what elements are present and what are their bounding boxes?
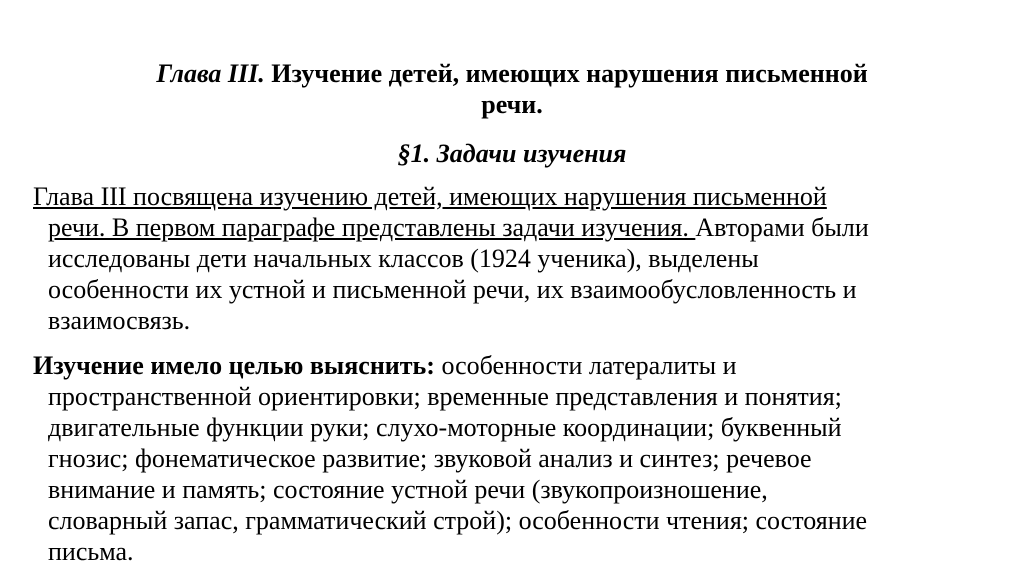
chapter-number: Глава III. xyxy=(156,59,265,88)
intro-line-4: особенности их устной и письменной речи, их взаимообусловленность и xyxy=(48,275,857,304)
intro-line-1 xyxy=(33,181,1003,212)
goal-line-7: письма. xyxy=(48,537,134,566)
goal-line-5: внимание и память; состояние устной речи (звукопроизношение, xyxy=(48,475,768,504)
chapter-title-text: Изучение детей, имеющих нарушения письменной xyxy=(271,59,868,88)
goal-line-4: гнозис; фонематическое развитие; звуковой анализ и синтез; речевое xyxy=(48,444,812,473)
section-title: §1. Задачи изучения xyxy=(397,139,627,168)
intro-underlined-text-1: Глава III посвящена изучению детей, имеющих нарушения письменной xyxy=(33,182,827,211)
intro-paragraph xyxy=(33,181,1003,336)
goal-line-6: словарный запас, грамматический строй); особенности чтения; состояние xyxy=(48,506,868,535)
goal-line-3: двигательные функции руки; слухо-моторные координации; буквенный xyxy=(48,413,842,442)
goal-line-1-rest: особенности латералиты и xyxy=(434,351,737,380)
goal-line-1 xyxy=(33,350,1003,381)
goal-paragraph xyxy=(33,350,1003,567)
intro-line-2 xyxy=(33,212,1003,243)
intro-line-5: взаимосвязь. xyxy=(48,306,191,335)
goal-bold-label: Изучение имело целью выяснить: xyxy=(33,351,435,380)
intro-line-2-rest: Авторами были xyxy=(695,213,869,242)
chapter-title-line-2: речи. xyxy=(481,90,543,119)
chapter-title-line-1 xyxy=(60,58,964,89)
chapter-title xyxy=(60,58,964,120)
intro-line-3: исследованы дети начальных классов (1924 ученика), выделены xyxy=(48,244,759,273)
intro-underlined-text-2: речи. В первом параграфе представлены задачи изучения. xyxy=(48,213,696,242)
goal-line-2: пространственной ориентировки; временные представления и понятия; xyxy=(48,382,842,411)
